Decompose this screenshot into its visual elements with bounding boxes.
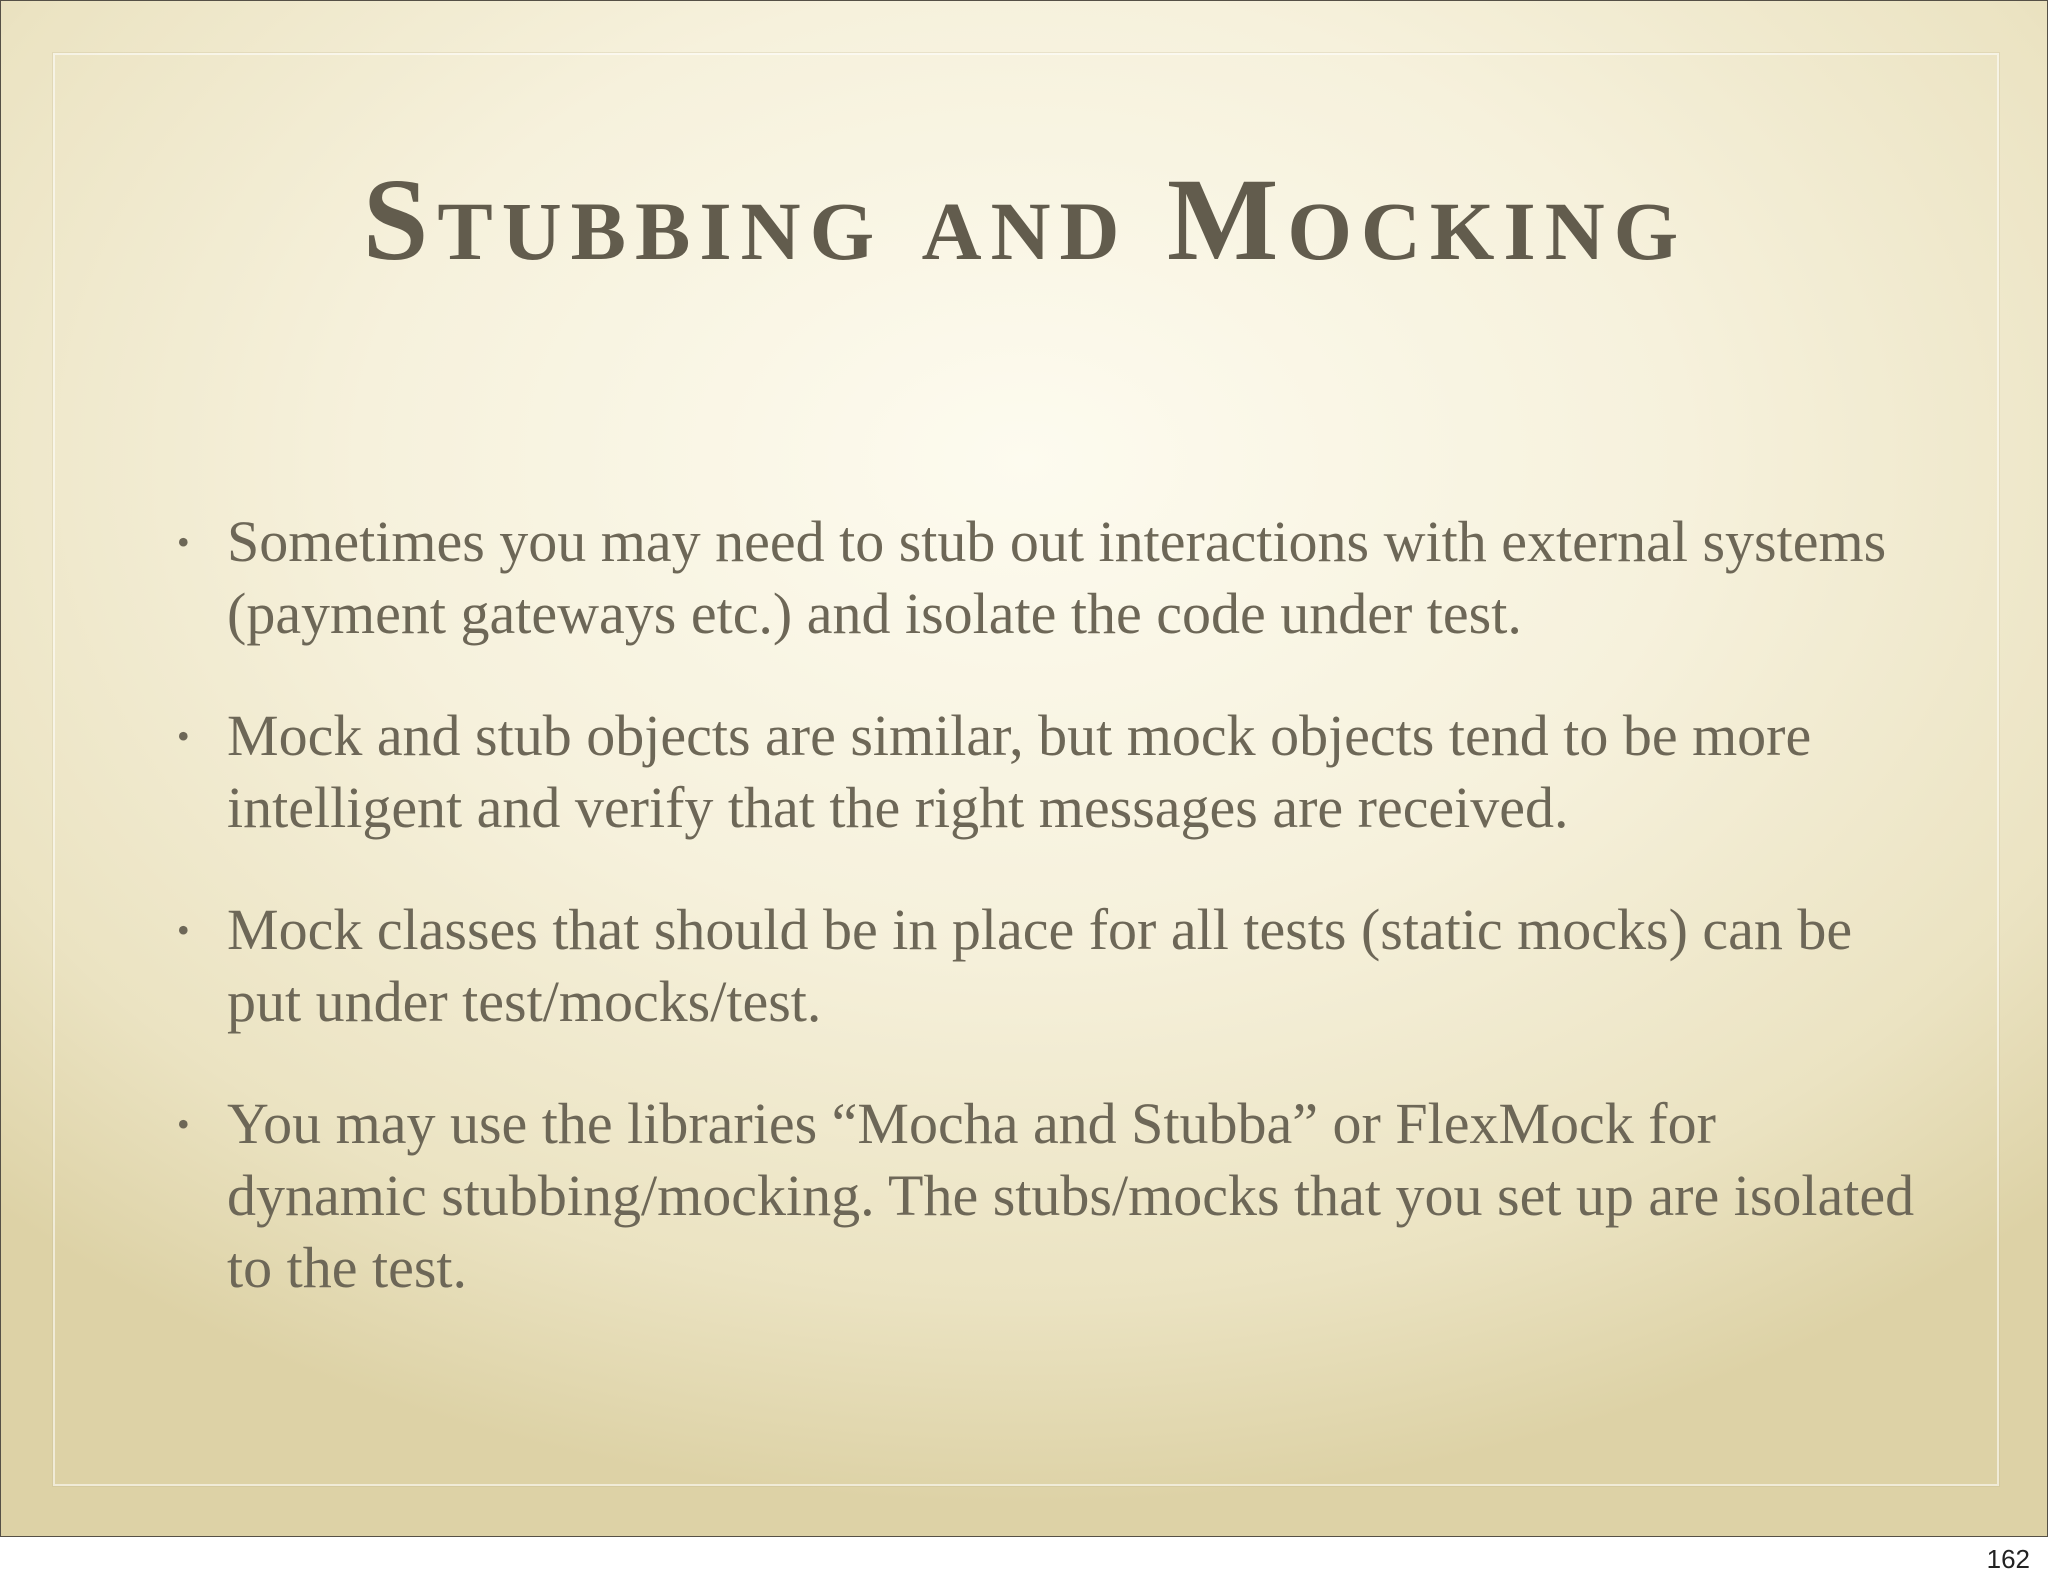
bullet-item <box>161 894 1921 1038</box>
bullet-icon: • <box>177 522 190 562</box>
bullet-item <box>161 700 1921 844</box>
bullet-icon: • <box>177 716 190 756</box>
bullet-text: You may use the libraries “Mocha and Stubba” or FlexMock for dynamic stubbing/mocking. The stubs/mocks that you set up are isolated to the test. <box>227 1091 1915 1300</box>
bullet-item <box>161 506 1921 650</box>
bullet-icon: • <box>177 1104 190 1144</box>
slide-title: Stubbing and Mocking <box>362 154 1688 285</box>
bullet-text: Mock and stub objects are similar, but mock objects tend to be more intelligent and verify that the right messages are received. <box>227 703 1812 840</box>
bullet-icon: • <box>177 910 190 950</box>
bullet-text: Sometimes you may need to stub out interactions with external systems (payment gateways etc.) and isolate the code under test. <box>227 509 1887 646</box>
page-number: 162 <box>1986 1544 2030 1574</box>
bullet-text: Mock classes that should be in place for all tests (static mocks) can be put under test/mocks/test. <box>227 897 1853 1034</box>
bullet-list <box>161 506 1921 1354</box>
bullet-item <box>161 1088 1921 1304</box>
